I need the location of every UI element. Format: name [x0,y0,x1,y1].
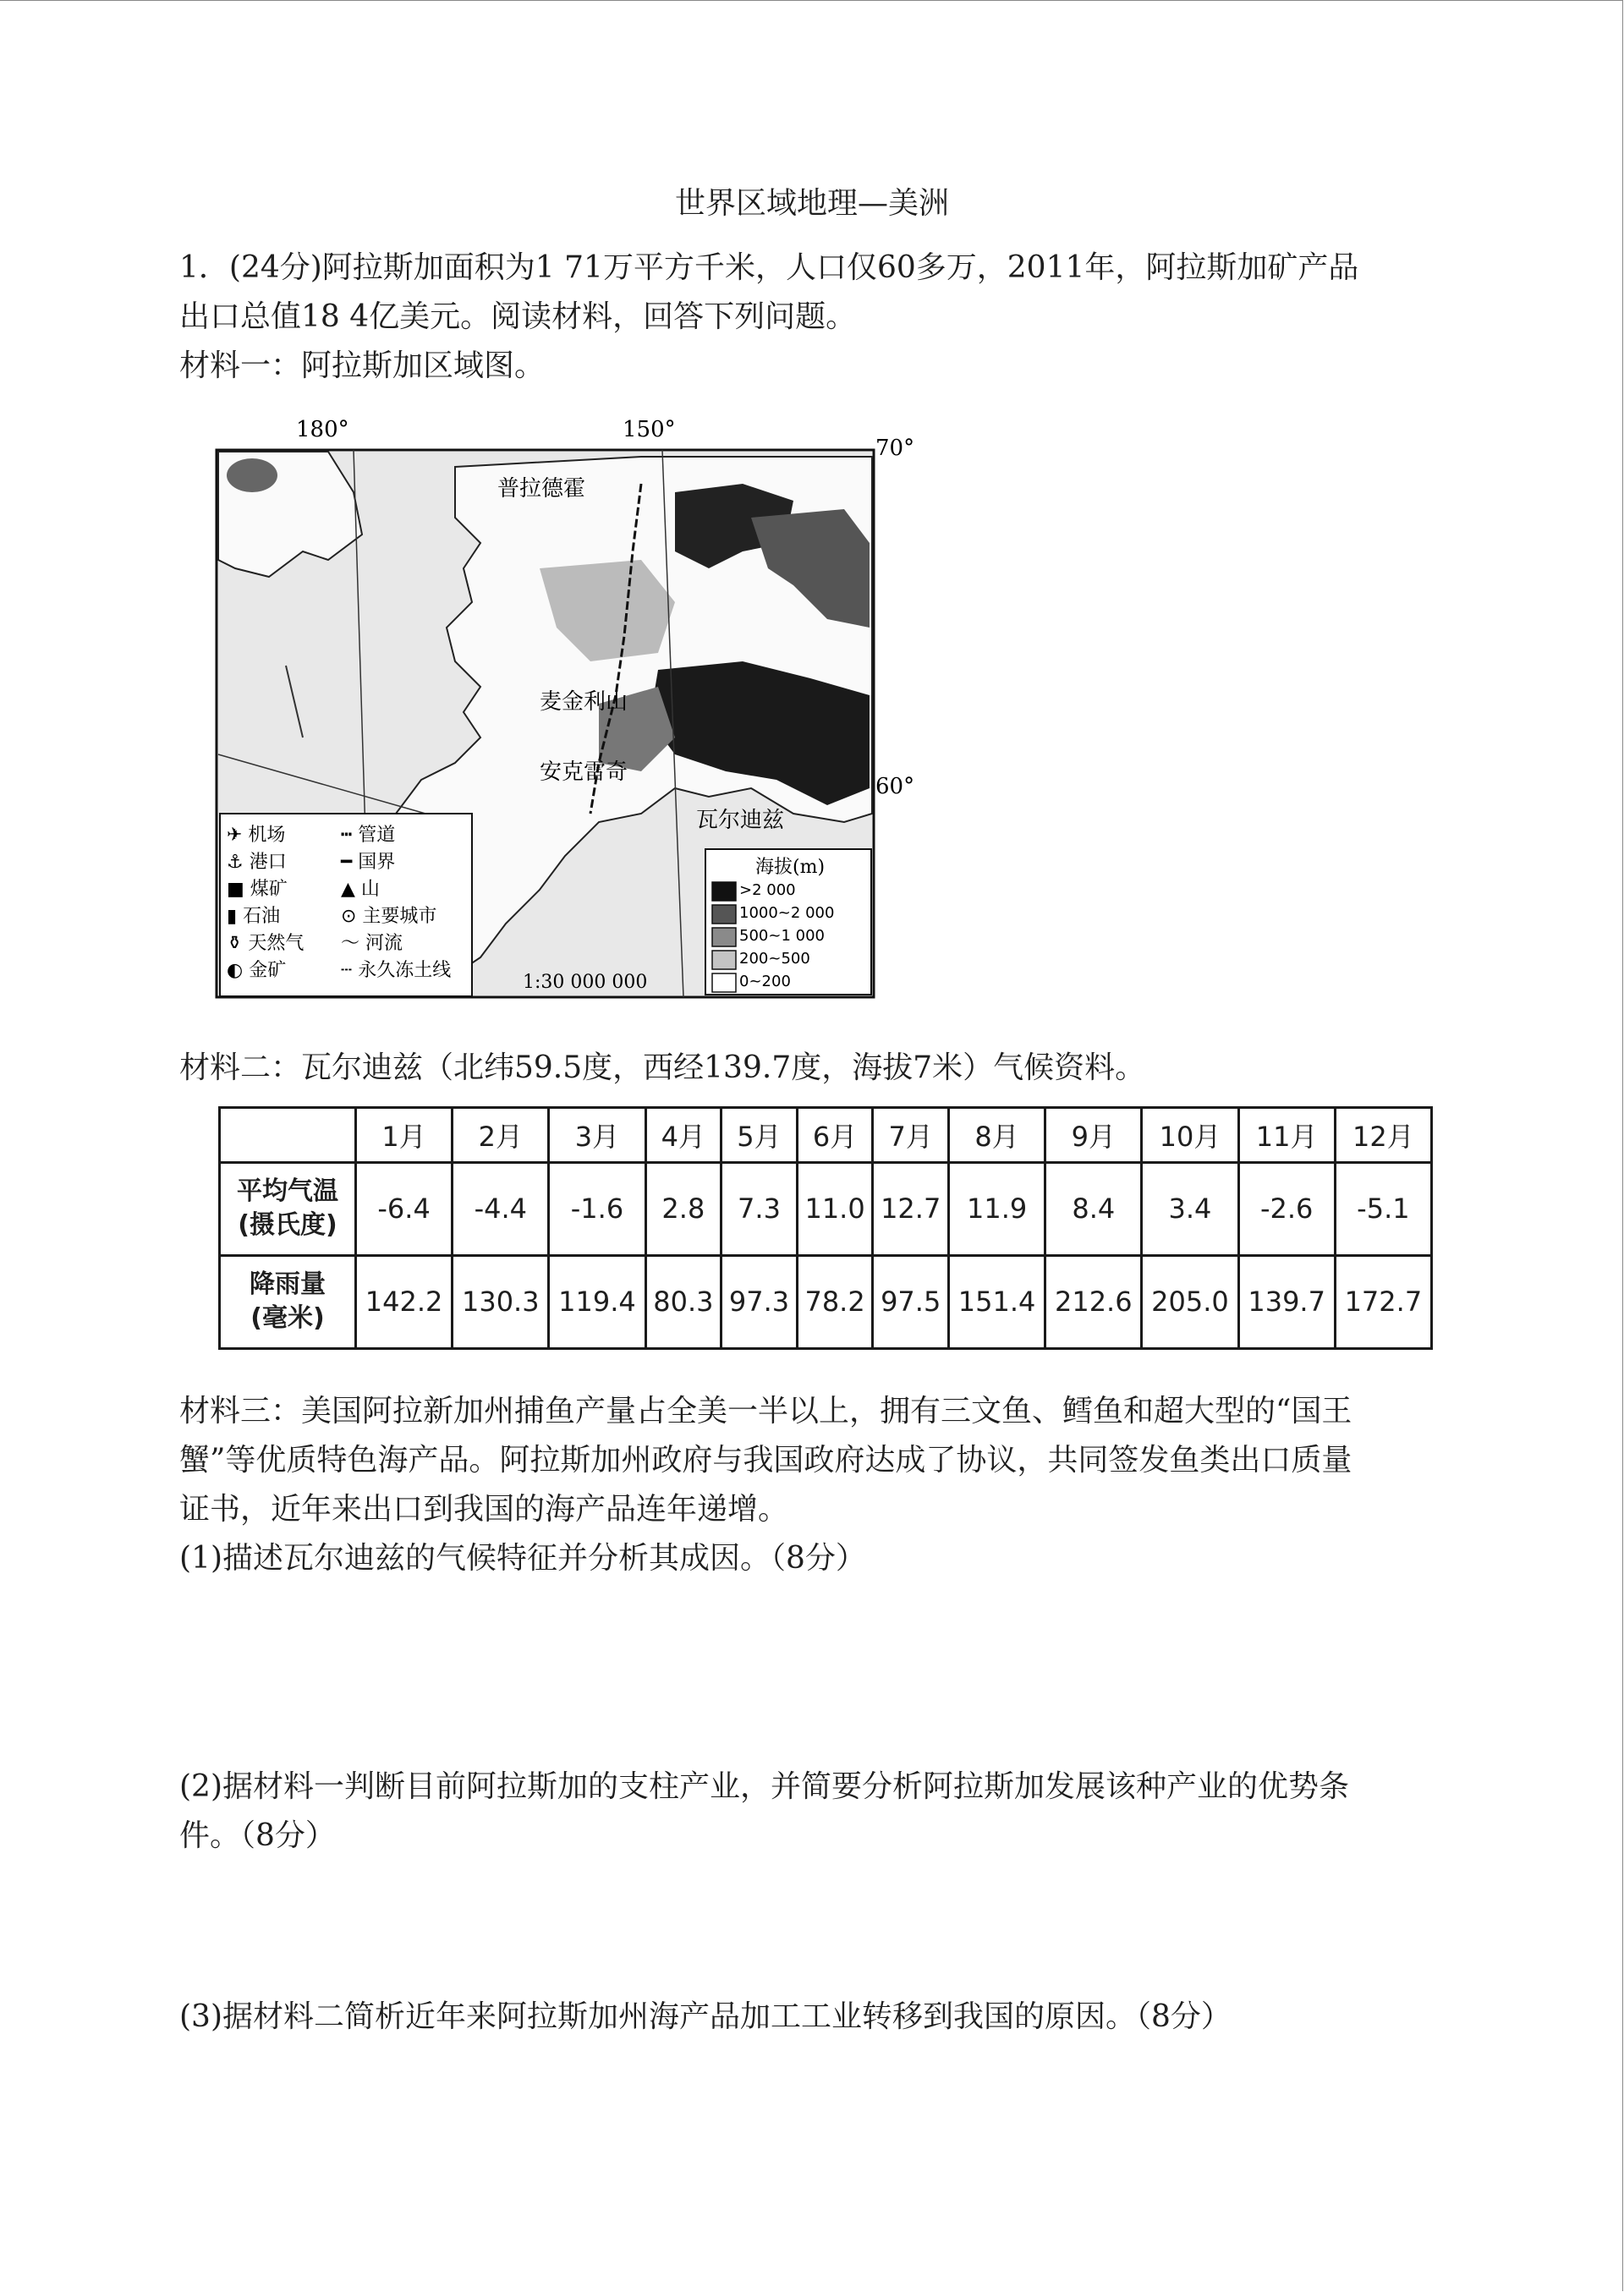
month-header: 2月 [453,1108,549,1163]
place-valdez: 瓦尔迪兹 [696,808,785,833]
row-label-line2: (摄氏度) [238,1210,337,1241]
table-cell: 205.0 [1142,1255,1238,1348]
legend-gold: ◐ 金矿 [227,960,287,981]
legend-port: ⚓ 港口 [227,852,287,873]
month-header: 4月 [645,1108,721,1163]
legend-gas: ⚱ 天然气 [227,933,304,954]
question-2-line2: 件。（8分） [179,1818,336,1853]
question-3: (3)据材料二简析近年来阿拉斯加州海产品加工工业转移到我国的原因。（8分） [179,1999,1232,2034]
table-row [220,1162,1432,1255]
table-cell: 8.4 [1045,1162,1142,1255]
page-title: 世界区域地理—美洲 [674,186,949,221]
month-header: 5月 [721,1108,798,1163]
table-cell: -1.6 [549,1162,645,1255]
table-cell: 142.2 [356,1255,453,1348]
lon-label-180: 180° [296,417,349,442]
place-anchorage: 安克雷奇 [540,759,628,785]
climate-table [218,1106,1433,1350]
table-corner-cell [220,1108,356,1163]
question-intro-line2: 出口总值18 4亿美元。阅读材料，回答下列问题。 [179,299,857,334]
legend-oil: ▮ 石油 [227,906,281,927]
elev-label-4: 200~500 [739,950,810,968]
table-row [220,1255,1432,1348]
month-header: 3月 [549,1108,645,1163]
elev-label-1: >2 000 [739,881,796,899]
table-cell: 212.6 [1045,1255,1142,1348]
material2-caption: 材料二：瓦尔迪兹（北纬59.5度，西经139.7度，海拔7米）气候资料。 [179,1050,1146,1085]
row-label-precipitation [220,1255,356,1348]
elevation-swatch [712,928,736,946]
question-2-line1: (2)据材料一判断目前阿拉斯加的支柱产业，并简要分析阿拉斯加发展该种产业的优势条 [179,1769,1349,1804]
legend-river: ～ 河流 [341,933,403,954]
elevation-swatch [712,882,736,901]
table-cell: 139.7 [1238,1255,1335,1348]
elevation-swatch [712,905,736,924]
material1-caption: 材料一：阿拉斯加区域图。 [179,348,546,383]
table-cell: -4.4 [453,1162,549,1255]
map-scale: 1:30 000 000 [523,972,648,993]
row-label-line1: 平均气温 [237,1176,338,1207]
lon-label-150: 150° [623,417,676,442]
elev-label-5: 0~200 [739,973,791,990]
table-cell: 97.3 [721,1255,798,1348]
table-cell: 12.7 [873,1162,949,1255]
table-cell: 11.9 [949,1162,1045,1255]
table-cell: -6.4 [356,1162,453,1255]
question-intro-line1: 1．(24分)阿拉斯加面积为1 71万平方千米，人口仅60多万，2011年，阿拉斯加矿产品 [179,250,1359,285]
table-cell: 119.4 [549,1255,645,1348]
legend-mountain: ▲ 山 [341,879,380,900]
month-header: 11月 [1238,1108,1335,1163]
legend-airport: ✈ 机场 [227,825,286,846]
row-label-line2: (毫米) [250,1303,325,1334]
legend-coal: ■ 煤矿 [227,879,288,900]
elev-label-2: 1000~2 000 [739,904,835,922]
table-cell: 7.3 [721,1162,798,1255]
place-mckinley: 麦金利山 [540,689,628,715]
table-cell: 11.0 [797,1162,873,1255]
table-header-row [220,1108,1432,1163]
table-cell: 172.7 [1335,1255,1431,1348]
month-header: 10月 [1142,1108,1238,1163]
table-cell: -5.1 [1335,1162,1431,1255]
material3-line3: 证书，近年来出口到我国的海产品连年递增。 [179,1492,789,1527]
month-header: 9月 [1045,1108,1142,1163]
lat-label-60: 60° [875,774,915,799]
material3-line1: 材料三：美国阿拉新加州捕鱼产量占全美一半以上，拥有三文鱼、鳕鱼和超大型的“国王 [179,1394,1352,1428]
month-header: 12月 [1335,1108,1431,1163]
legend-border: ━ 国界 [341,852,396,873]
row-label-temperature [220,1162,356,1255]
month-header: 1月 [356,1108,453,1163]
month-header: 7月 [873,1108,949,1163]
table-cell: 80.3 [645,1255,721,1348]
row-label-line1: 降雨量 [250,1269,326,1300]
table-cell: -2.6 [1238,1162,1335,1255]
table-cell: 130.3 [453,1255,549,1348]
table-cell: 97.5 [873,1255,949,1348]
table-cell: 3.4 [1142,1162,1238,1255]
month-header: 8月 [949,1108,1045,1163]
alaska-region-map [201,416,929,1008]
legend-city: ⊙ 主要城市 [341,906,437,927]
elev-label-3: 500~1 000 [739,927,825,945]
legend-pipeline: ┅ 管道 [341,825,396,846]
elevation-swatch [712,973,736,992]
month-header: 6月 [797,1108,873,1163]
elevation-swatch [712,951,736,969]
lat-label-70: 70° [875,436,915,461]
table-cell: 151.4 [949,1255,1045,1348]
question-1: (1)描述瓦尔迪兹的气候特征并分析其成因。（8分） [179,1541,866,1576]
table-cell: 2.8 [645,1162,721,1255]
elevation-swatches [712,882,736,992]
place-prudhoe: 普拉德霍 [497,476,586,502]
table-cell: 78.2 [797,1255,873,1348]
chukotka-highland [227,458,277,492]
legend-permafrost: ┄ 永久冻土线 [341,960,452,981]
elevation-legend-title: 海拔(m) [755,857,826,878]
material3-line2: 蟹”等优质特色海产品。阿拉斯加州政府与我国政府达成了协议，共同签发鱼类出口质量 [179,1443,1352,1478]
